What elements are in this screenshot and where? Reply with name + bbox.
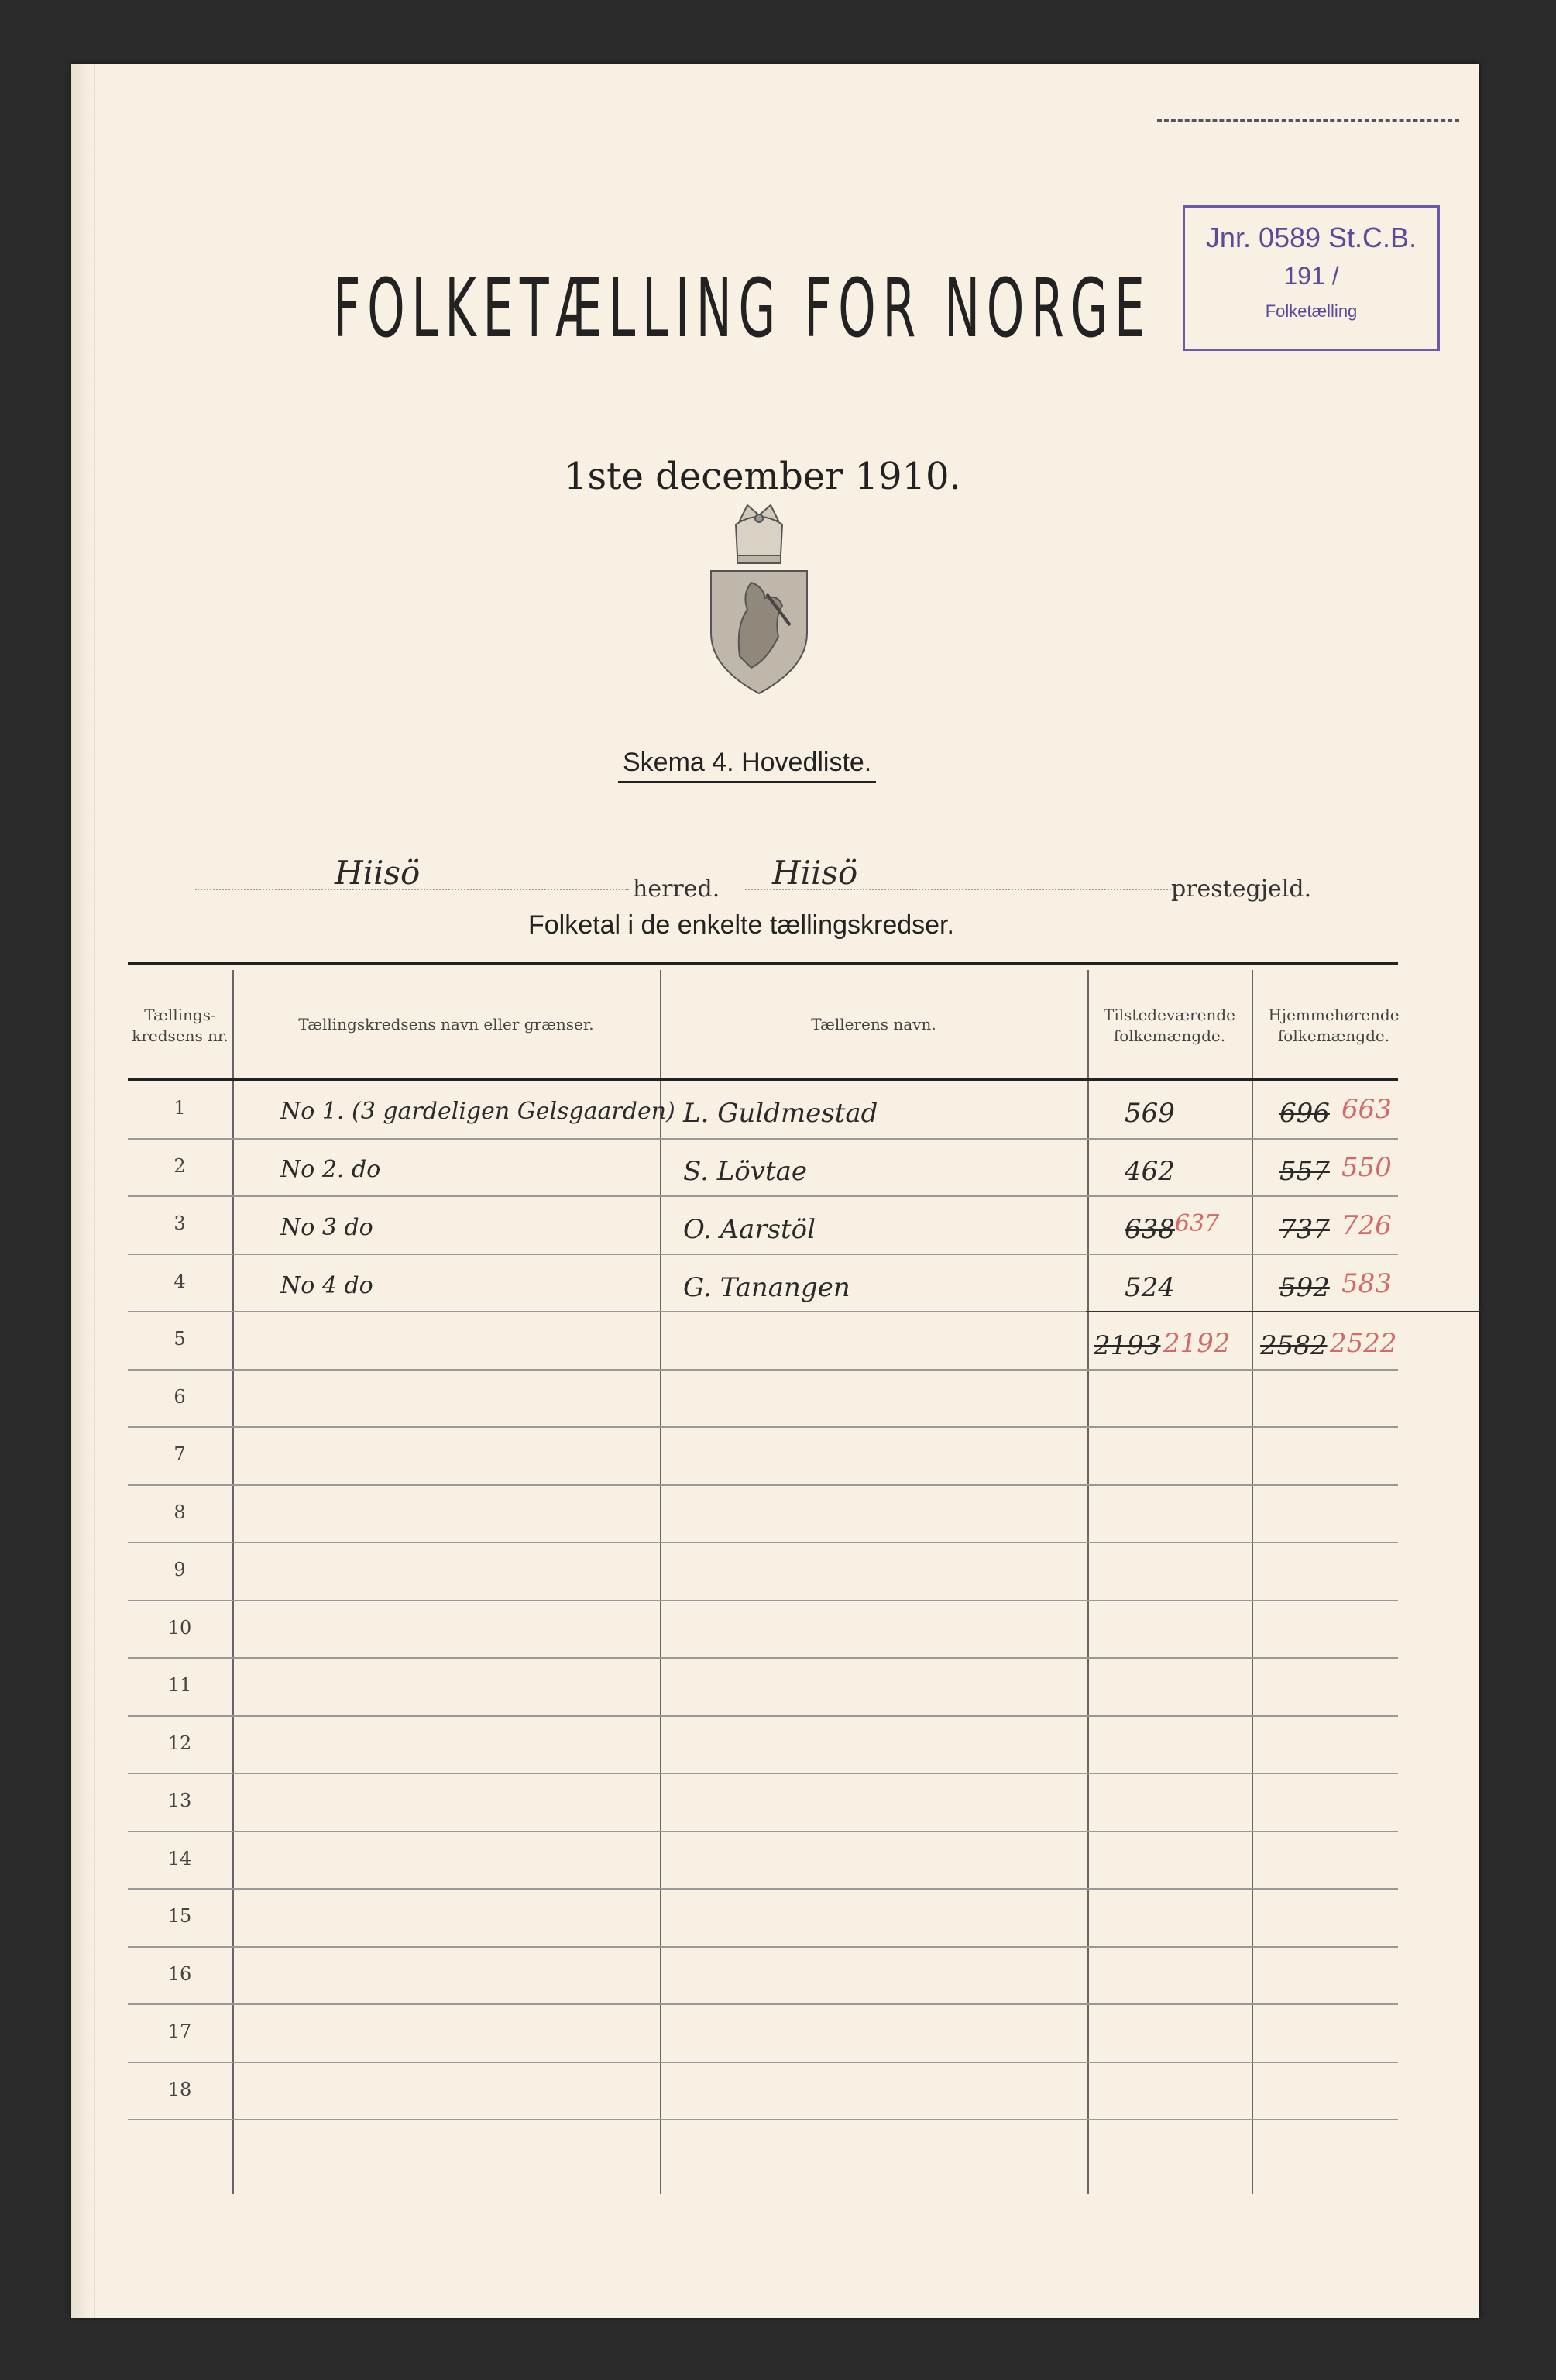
sum-rule	[1086, 1311, 1481, 1312]
table-row-line	[128, 1484, 1398, 1486]
table-row-line	[128, 1542, 1398, 1543]
stamp-year: 191 /	[1283, 262, 1339, 290]
total-hjemme-correction: 2522	[1330, 1328, 1397, 1359]
table-row-line	[128, 1831, 1398, 1832]
table-row-line	[128, 2119, 1398, 2120]
row-1-navn: No 1. (3 gardeligen Gelsgaarden)	[280, 1098, 675, 1125]
row-number: 7	[173, 1443, 186, 1465]
header-hjemme: Hjemmehørende folkemængde.	[1268, 1006, 1400, 1045]
stamp-label: Folketælling	[1265, 301, 1358, 321]
col-divider-4	[1252, 970, 1253, 2194]
row-number: 2	[173, 1154, 186, 1177]
row-4-hjemme: 592	[1279, 1272, 1330, 1303]
row-2-hjemme: 557	[1279, 1156, 1330, 1187]
table-row-line	[128, 1946, 1398, 1948]
row-number: 1	[173, 1097, 186, 1119]
row-number: 17	[167, 2021, 192, 2042]
row-1-tilstede: 569	[1125, 1098, 1175, 1129]
header-nr: Tællings- kredsens nr.	[132, 1006, 228, 1045]
row-3-hjemme: 737	[1279, 1214, 1330, 1245]
table-row-line	[128, 1888, 1398, 1890]
table-row-line	[128, 1773, 1398, 1774]
row-4-hjemme-correction: 583	[1341, 1268, 1392, 1299]
table-row-line	[128, 1254, 1398, 1255]
section-title: Folketal i de enkelte tællingskredser.	[528, 910, 954, 940]
row-2-hjemme-correction: 550	[1341, 1152, 1392, 1183]
col-divider-3	[1087, 970, 1089, 2194]
row-2-navn: No 2. do	[280, 1156, 381, 1183]
row-2-teller: S. Lövtae	[683, 1156, 808, 1187]
row-3-tilstede-correction: 637	[1175, 1210, 1220, 1237]
archive-stamp	[1183, 205, 1440, 351]
row-number: 9	[173, 1559, 186, 1580]
header-teller: Tællerens navn.	[811, 1015, 936, 1034]
table-row-line	[128, 1195, 1398, 1197]
row-1-hjemme-correction: 663	[1341, 1094, 1392, 1125]
table-row-line	[128, 1600, 1398, 1601]
row-number: 16	[167, 1962, 192, 1985]
schema-label: Skema 4. Hovedliste.	[618, 748, 876, 783]
row-number: 6	[173, 1385, 186, 1408]
row-number: 5	[173, 1328, 186, 1350]
row-number: 3	[173, 1212, 186, 1234]
row-number: 13	[167, 1790, 192, 1811]
row-3-hjemme-correction: 726	[1341, 1210, 1392, 1241]
total-hjemme: 2582	[1260, 1330, 1328, 1361]
page-fold	[71, 64, 95, 2318]
coat-of-arms-icon	[705, 501, 813, 695]
header-bottom-rule	[128, 1078, 1398, 1081]
census-form-page	[71, 64, 1479, 2318]
row-1-hjemme: 696	[1279, 1098, 1330, 1129]
row-number: 18	[167, 2078, 192, 2100]
total-tilstede-correction: 2192	[1163, 1328, 1231, 1359]
col-divider-2	[660, 970, 661, 2194]
table-row-line	[128, 1657, 1398, 1659]
row-4-teller: G. Tanangen	[683, 1272, 850, 1303]
header-navn: Tællingskredsens navn eller grænser.	[298, 1015, 594, 1034]
herred-value: Hiisö	[335, 854, 421, 892]
row-number: 15	[167, 1905, 192, 1927]
row-4-tilstede: 524	[1125, 1272, 1175, 1303]
row-number: 12	[167, 1732, 192, 1754]
row-number: 11	[167, 1674, 192, 1696]
row-number: 4	[173, 1270, 186, 1292]
stamp-journal-number: Jnr. 0589 St.C.B.	[1205, 222, 1417, 253]
table-row-line	[128, 1715, 1398, 1717]
form-subtitle: 1ste december 1910.	[564, 455, 961, 498]
top-dashed-line	[1157, 119, 1459, 122]
table-top-rule	[128, 962, 1398, 965]
col-divider-1	[232, 970, 234, 2194]
row-4-navn: No 4 do	[280, 1272, 373, 1299]
row-2-tilstede: 462	[1125, 1156, 1175, 1187]
table-row-line	[128, 1138, 1398, 1140]
table-row-line	[128, 2003, 1398, 2005]
header-tilstede: Tilstedeværende folkemængde.	[1104, 1006, 1235, 1045]
row-1-teller: L. Guldmestad	[683, 1098, 878, 1129]
table-row-line	[128, 1369, 1398, 1371]
table-row-line	[128, 1426, 1398, 1428]
form-title: FOLKETÆLLING FOR NORGE	[333, 261, 1152, 356]
total-tilstede: 2193	[1094, 1330, 1161, 1361]
prestegjeld-label: prestegjeld.	[1171, 875, 1312, 903]
prestegjeld-value: Hiisö	[772, 854, 858, 892]
row-3-tilstede: 638	[1125, 1214, 1175, 1245]
row-3-navn: No 3 do	[280, 1214, 373, 1241]
row-number: 8	[173, 1501, 186, 1523]
row-3-teller: O. Aarstöl	[683, 1214, 816, 1245]
row-number: 14	[167, 1847, 192, 1869]
row-number: 10	[167, 1616, 192, 1639]
table-row-line	[128, 2062, 1398, 2063]
herred-label: herred.	[633, 875, 720, 903]
